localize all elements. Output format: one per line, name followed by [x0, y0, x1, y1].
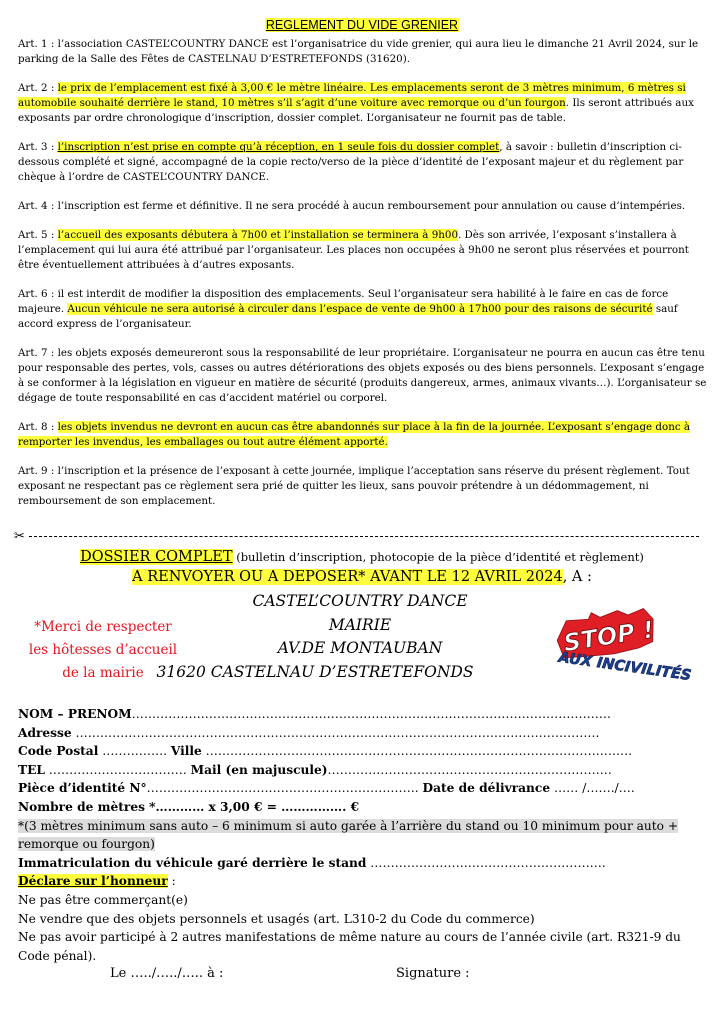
article-5: Art. 5 : l’accueil des exposants débutera à 7h00 et l’installation se terminera à 9h00. Dès son arrivée, l’exposant s’installera à l’emplacement qui lui aura été attribué par l’organisateur. Les places non occupées à 9h00 ne seront plus réservées et pourront être éventuellement attribuées à d’autres exposants. — [18, 229, 689, 271]
article-7: Art. 7 : les objets exposés demeureront sous la responsabilité de leur propriétaire. L’organisateur ne pourra en aucun cas être tenu pour responsable des pertes, vols, casses ou autres détériorations des objets exposés ou des biens personnels. L’exposant s’engage à se conformer à la législation en vigueur en matière de sécurité (produits dangereux, armes, animaux vivants…). L’organisateur se dégage de toute responsabilité en cas d’accident matériel ou corporel. — [18, 347, 707, 404]
field-adresse[interactable]: Adresse ………………………………………………………………………………………………………………… — [18, 725, 600, 740]
declaration-2: Ne vendre que des objets personnels et usagés (art. L310-2 du Code du commerce) — [18, 911, 535, 926]
postal-address — [156, 590, 560, 684]
field-immatriculation[interactable]: Immatriculation du véhicule garé derrière le stand …………………………………………………. — [18, 855, 606, 870]
dashed-divider — [29, 536, 699, 537]
address-line: CASTEL’COUNTRY DANCE — [252, 592, 468, 610]
date-field[interactable]: Le …../…../….. à : — [110, 966, 224, 982]
merci-line: de la mairie — [62, 665, 144, 681]
article-1: Art. 1 : l’association CASTEL’COUNTRY DANCE est l’organisatrice du vide grenier, qui aura lieu le dimanche 21 Avril 2024, sur le parking de la Salle des Fêtes de CASTELNAU D’ESTRETEFONDS (31620). — [18, 38, 699, 65]
stop-incivilites-logo — [552, 600, 697, 686]
cut-line — [14, 530, 708, 544]
date-signature-line — [18, 965, 708, 984]
merci-line: les hôtesses d’accueil — [28, 642, 178, 658]
document-title: REGLEMENT DU VIDE GRENIER — [265, 18, 459, 32]
field-nombre-metres[interactable]: Nombre de mètres *………… x 3,00 € = ……………. € — [18, 799, 360, 814]
field-nom-prenom[interactable]: NOM – PRENOM………………………………………………………………………………………………………. — [18, 707, 611, 721]
send-instructions — [0, 548, 724, 587]
article-4: Art. 4 : l’inscription est ferme et définitive. Il ne sera procédé à aucun remboursement pour annulation ou cause d’intempéries. — [18, 200, 686, 212]
incivilites-text: AUX INCIVILITÉS — [557, 649, 693, 685]
rules-articles — [18, 37, 708, 523]
declaration-3: Ne pas avoir participé à 2 autres manifestations de même nature au cours de l’année civile (art. R321-9 du Code pénal). — [18, 930, 681, 963]
article-3: Art. 3 : l’inscription n’est prise en compte qu’à réception, en 1 seule fois du dossier complet, à savoir : bulletin d’inscription ci-dessous complété et signé, accompagné de la copie recto/verso de la pièce d’identité de l’exposant majeur et du règlement par chèque à l’ordre de CASTEL’COUNTRY DANCE. — [18, 141, 684, 183]
address-line: 31620 CASTELNAU D’ESTRETEFONDS — [156, 662, 474, 681]
article-6: Art. 6 : il est interdit de modifier la disposition des emplacements. Seul l’organisateur sera habilité à le faire en cas de force majeure. Aucun véhicule ne sera autorisé à circuler dans l’espace de vente de 9h00 à 17h00 pour des raisons de sécurité sauf accord express de l’organisateur. — [18, 288, 678, 330]
address-line: AV.DE MONTAUBAN — [277, 639, 443, 657]
signature-field[interactable]: Signature : — [396, 966, 470, 982]
article-2: Art. 2 : le prix de l’emplacement est fixé à 3,00 € le mètre linéaire. Les emplacements seront de 3 mètres minimum, 6 mètres si automobile souhaité derrière le stand, 10 mètres s’il s’agit d’une voiture avec remorque ou d’un fourgon. Ils seront attribués aux exposants par ordre chronologique d’inscription, dossier complet. L’organisateur ne fournit pas de table. — [18, 82, 694, 124]
declare-heading: Déclare sur l’honneur : — [18, 874, 176, 889]
field-tel-mail[interactable]: TEL ……………………………. Mail (en majuscule)……………………………………………………………. — [18, 762, 612, 777]
stop-text: STOP ! — [561, 615, 656, 658]
dossier-complet-line: DOSSIER COMPLET (bulletin d’inscription, photocopie de la pièce d’identité et règlement) — [80, 549, 644, 565]
address-line: MAIRIE — [328, 615, 392, 634]
field-piece-identite[interactable]: Pièce d’identité N°…………………………………………………………. Date de délivrance …… /……./…. — [18, 781, 635, 796]
registration-form — [18, 705, 708, 984]
field-cp-ville[interactable]: Code Postal ……………. Ville …………………………………………………………………………………………… — [18, 744, 633, 759]
declaration-1: Ne pas être commerçant(e) — [18, 892, 188, 907]
article-8: Art. 8 : les objets invendus ne devront en aucun cas être abandonnés sur place à la fin de la journée. L’exposant s’engage donc à remporter les invendus, les emballages ou tout autre élément apporté. — [18, 421, 691, 448]
deadline-line: A RENVOYER OU A DEPOSER* AVANT LE 12 AVRIL 2024, A : — [132, 569, 592, 585]
metres-note: *(3 mètres minimum sans auto – 6 minimum si auto garée à l’arrière du stand ou 10 minimum pour auto + remorque ou fourgon) — [18, 818, 679, 852]
scissors-icon: ✂ — [14, 530, 25, 544]
article-9: Art. 9 : l’inscription et la présence de l’exposant à cette journée, implique l’acceptation sans réserve du présent règlement. Tout exposant ne respectant pas ce règlement sera prié de quitter les lieux, sans pouvoir prétendre à un dédommagement, ni remboursement de son emplacement. — [18, 465, 690, 507]
merci-note — [18, 616, 188, 685]
merci-line: *Merci de respecter — [34, 619, 172, 635]
